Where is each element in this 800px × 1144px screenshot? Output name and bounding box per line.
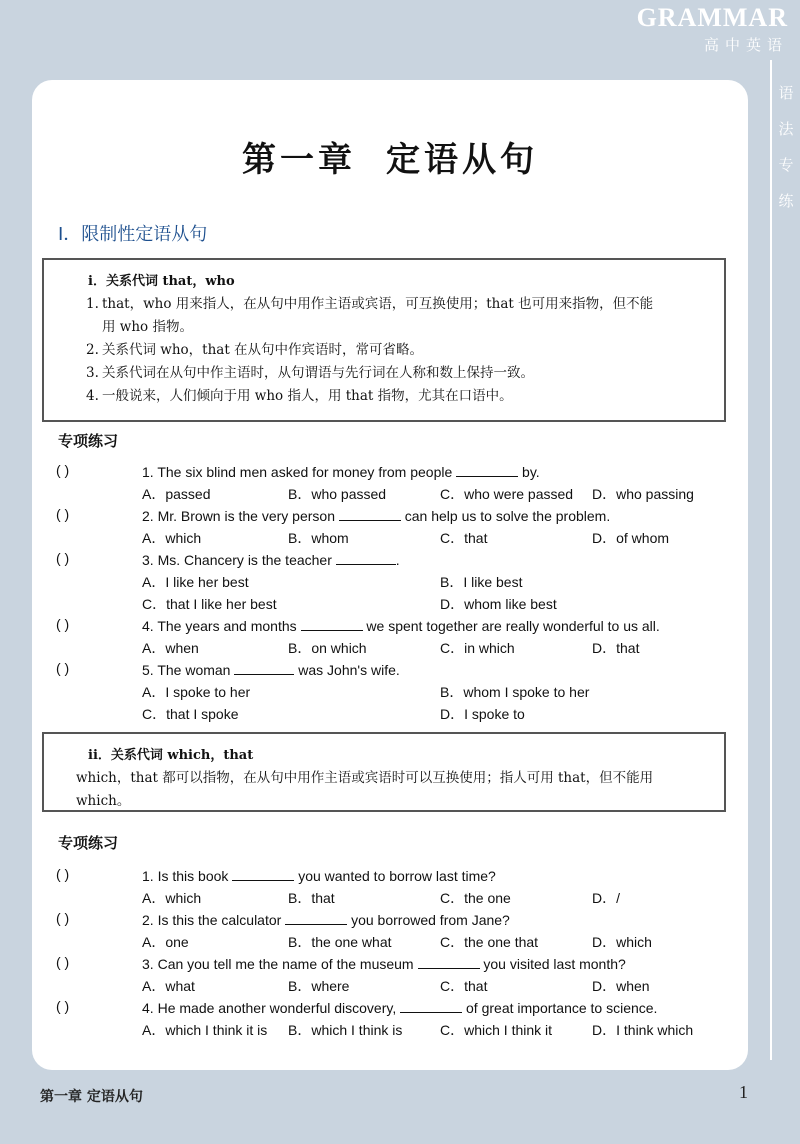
header-brand	[637, 4, 788, 55]
option: B．where	[288, 978, 350, 994]
option: D．I think which	[592, 1022, 694, 1038]
answer-blank[interactable]	[339, 506, 401, 521]
option: D．whom like best	[440, 596, 557, 612]
footer-chapter: 第一章 定语从句	[40, 1089, 143, 1105]
option: C．the one that	[440, 934, 539, 950]
rule-item: 4. 一般说来，人们倾向于用 who 指人，用 that 指物，尤其在口语中。	[86, 388, 513, 404]
option: B．that	[288, 890, 335, 906]
option: A．which I think it is	[142, 1022, 268, 1038]
page-number: 1	[739, 1082, 748, 1102]
answer-paren[interactable]: ( )	[56, 550, 70, 566]
brand-title: GRAMMAR	[636, 3, 788, 32]
option: C．that I like her best	[142, 596, 277, 612]
brand-subtitle: 高中英语	[703, 36, 788, 54]
option: D．that	[592, 640, 640, 656]
option: D．who passing	[592, 486, 694, 502]
answer-blank[interactable]	[418, 954, 480, 969]
answer-paren[interactable]: ( )	[56, 616, 70, 632]
option: A．I like her best	[142, 574, 249, 590]
answer-paren[interactable]: ( )	[56, 506, 70, 522]
answer-paren[interactable]: ( )	[56, 866, 70, 882]
rule-item: 2. 关系代词 who，that 在从句中作宾语时，常可省略。	[86, 342, 424, 358]
answer-paren[interactable]: ( )	[56, 998, 70, 1014]
answer-paren[interactable]: ( )	[56, 910, 70, 926]
option: B．I like best	[440, 574, 523, 590]
answer-blank[interactable]	[301, 616, 363, 631]
answer-paren[interactable]: ( )	[56, 954, 70, 970]
side-char: 练	[778, 192, 794, 210]
option: D．I spoke to	[440, 706, 525, 722]
option: A．which	[142, 890, 202, 906]
option: D．/	[592, 890, 620, 906]
option: A．when	[142, 640, 199, 656]
option: A．what	[142, 978, 195, 994]
option: C．which I think it	[440, 1022, 553, 1038]
option: B．which I think is	[288, 1022, 403, 1038]
option: C．who were passed	[440, 486, 574, 502]
option: B．on which	[288, 640, 367, 656]
section-title: I．限制性定语从句	[58, 224, 208, 245]
answer-blank[interactable]	[234, 660, 294, 675]
option: C．in which	[440, 640, 515, 656]
rule-box-2	[42, 732, 726, 812]
page-card: 第一章 定语从句 I．限制性定语从句 i．关系代词 that，who 1. that，who 用来指人，在从句中用作主语或宾语，可互换使用；that 也可用来指物，但不能 用 who 指物。 2. 关系代词 who，that 在从句中作宾语时，常可省略。 3. 关系代词在从句中作主语时，从句谓语与先行词在人称和数上保持一致。 4. 一般说来，人们倾向于用 who 指人，用 that 指物，尤其在口语中。 专项练习 ( ) 1. The six blind men asked for money from people by. A．passed B．who passed C．who were passed D．who passing ( ) 2. Mr. Brown is the very person can help us to solve the problem. A．which B．whom C．that D．of whom ( ) 3. Ms. Chancery is the teacher . A．I like her best B．I like best C．that I like her best D．whom like best ( ) 4. The years and months we spent together are really wonderful to us all. A．when B．on which C．in which D．that ( ) 5. The woman was John's wife. A．I spoke to her B．whom I spoke to her C．that I spoke D．I spoke to ii．关系代词 which，that which，that 都可以指物，在从句中用作主语或宾语时可以互换使用；指人可用 that，但不能用 which。 专项练习 ( ) 1. Is this book you wanted to borrow last time? A．which B．that C．the one D．/ ( ) 2. Is this the calculator you borrowed from Jane? A．one B．the one what C．the one that D．which ( ) 3. Can you tell me the name of the museum you visited last month? A．what B．where C．that D．when ( ) 4. He made another wonderful discovery, of great importance to science. A．which I think it is B．which I think is C．which I think it D．I think which	[32, 80, 748, 1070]
chapter-title	[32, 132, 748, 181]
option: A．which	[142, 530, 202, 546]
option: C．that	[440, 530, 488, 546]
option: B．the one what	[288, 934, 392, 950]
rule-box-1	[42, 258, 726, 422]
option: B．who passed	[288, 486, 387, 502]
rule-item: which，that 都可以指物，在从句中用作主语或宾语时可以互换使用；指人可用 that，但不能用 which。	[76, 770, 654, 809]
option: B．whom I spoke to her	[440, 684, 590, 700]
answer-blank[interactable]	[400, 998, 462, 1013]
option: C．that I spoke	[142, 706, 239, 722]
chapter-number: 第一章	[242, 140, 356, 180]
option: D．of whom	[592, 530, 670, 546]
option: D．when	[592, 978, 650, 994]
chapter-name: 定语从句	[386, 140, 538, 180]
rule-box-title: ii．关系代词 which，that	[88, 748, 254, 763]
answer-blank[interactable]	[285, 910, 347, 925]
answer-blank[interactable]	[456, 462, 518, 477]
option: A．I spoke to her	[142, 684, 251, 700]
rule-item: 3. 关系代词在从句中作主语时，从句谓语与先行词在人称和数上保持一致。	[86, 365, 534, 381]
answer-paren[interactable]: ( )	[56, 660, 70, 676]
side-char: 法	[778, 120, 794, 138]
option: B．whom	[288, 530, 349, 546]
practice-title: 专项练习	[58, 834, 119, 852]
option: A．passed	[142, 486, 211, 502]
side-tab	[770, 60, 800, 1060]
rule-box-title: i．关系代词 that，who	[88, 274, 235, 289]
answer-blank[interactable]	[336, 550, 396, 565]
answer-paren[interactable]: ( )	[56, 462, 70, 478]
side-char: 专	[778, 156, 794, 174]
side-char: 语	[778, 84, 794, 102]
answer-blank[interactable]	[232, 866, 294, 881]
practice-title: 专项练习	[58, 432, 119, 450]
option: C．that	[440, 978, 488, 994]
option: D．which	[592, 934, 652, 950]
option: C．the one	[440, 890, 511, 906]
rule-item: 1. that，who 用来指人，在从句中用作主语或宾语，可互换使用；that 也可用来指物，但不能 用 who 指物。	[86, 296, 654, 335]
option: A．one	[142, 934, 189, 950]
